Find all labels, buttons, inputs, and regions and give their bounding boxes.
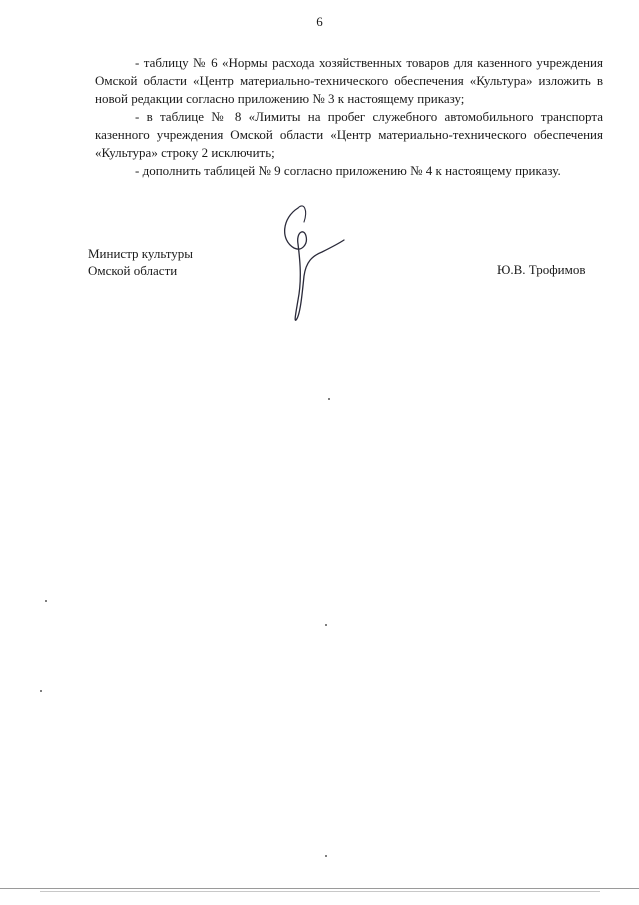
document-body [95, 54, 603, 180]
signatory-position [88, 245, 193, 279]
position-line-1: Министр культуры [88, 246, 194, 261]
paragraph-table-8: - в таблице № 8 «Лимиты на пробег служебного автомобильного транспорта казенного учреждения Омской области «Центр материально-технического обеспечения «Культура» строку 2 исключить; [95, 109, 603, 160]
scan-speck [328, 398, 330, 400]
scan-speck [45, 600, 47, 602]
scan-speck [40, 690, 42, 692]
scan-edge-line [0, 888, 639, 889]
position-line-2: Омской области [88, 263, 178, 278]
scan-speck [325, 855, 327, 857]
paragraph-table-6: - таблицу № 6 «Нормы расхода хозяйственных товаров для казенного учреждения Омской области «Центр материально-технического обеспечения «Культура» изложить в новой редакции согласно приложению № 3 к настоящему приказу; [95, 55, 603, 106]
scan-edge-line [40, 891, 600, 892]
scan-speck [325, 624, 327, 626]
page-number: 6 [316, 14, 323, 29]
signer-name: Ю.В. Трофимов [497, 262, 586, 277]
paragraph-table-9: - дополнить таблицей № 9 согласно приложению № 4 к настоящему приказу. [135, 163, 561, 178]
handwritten-signature-icon [272, 200, 352, 325]
